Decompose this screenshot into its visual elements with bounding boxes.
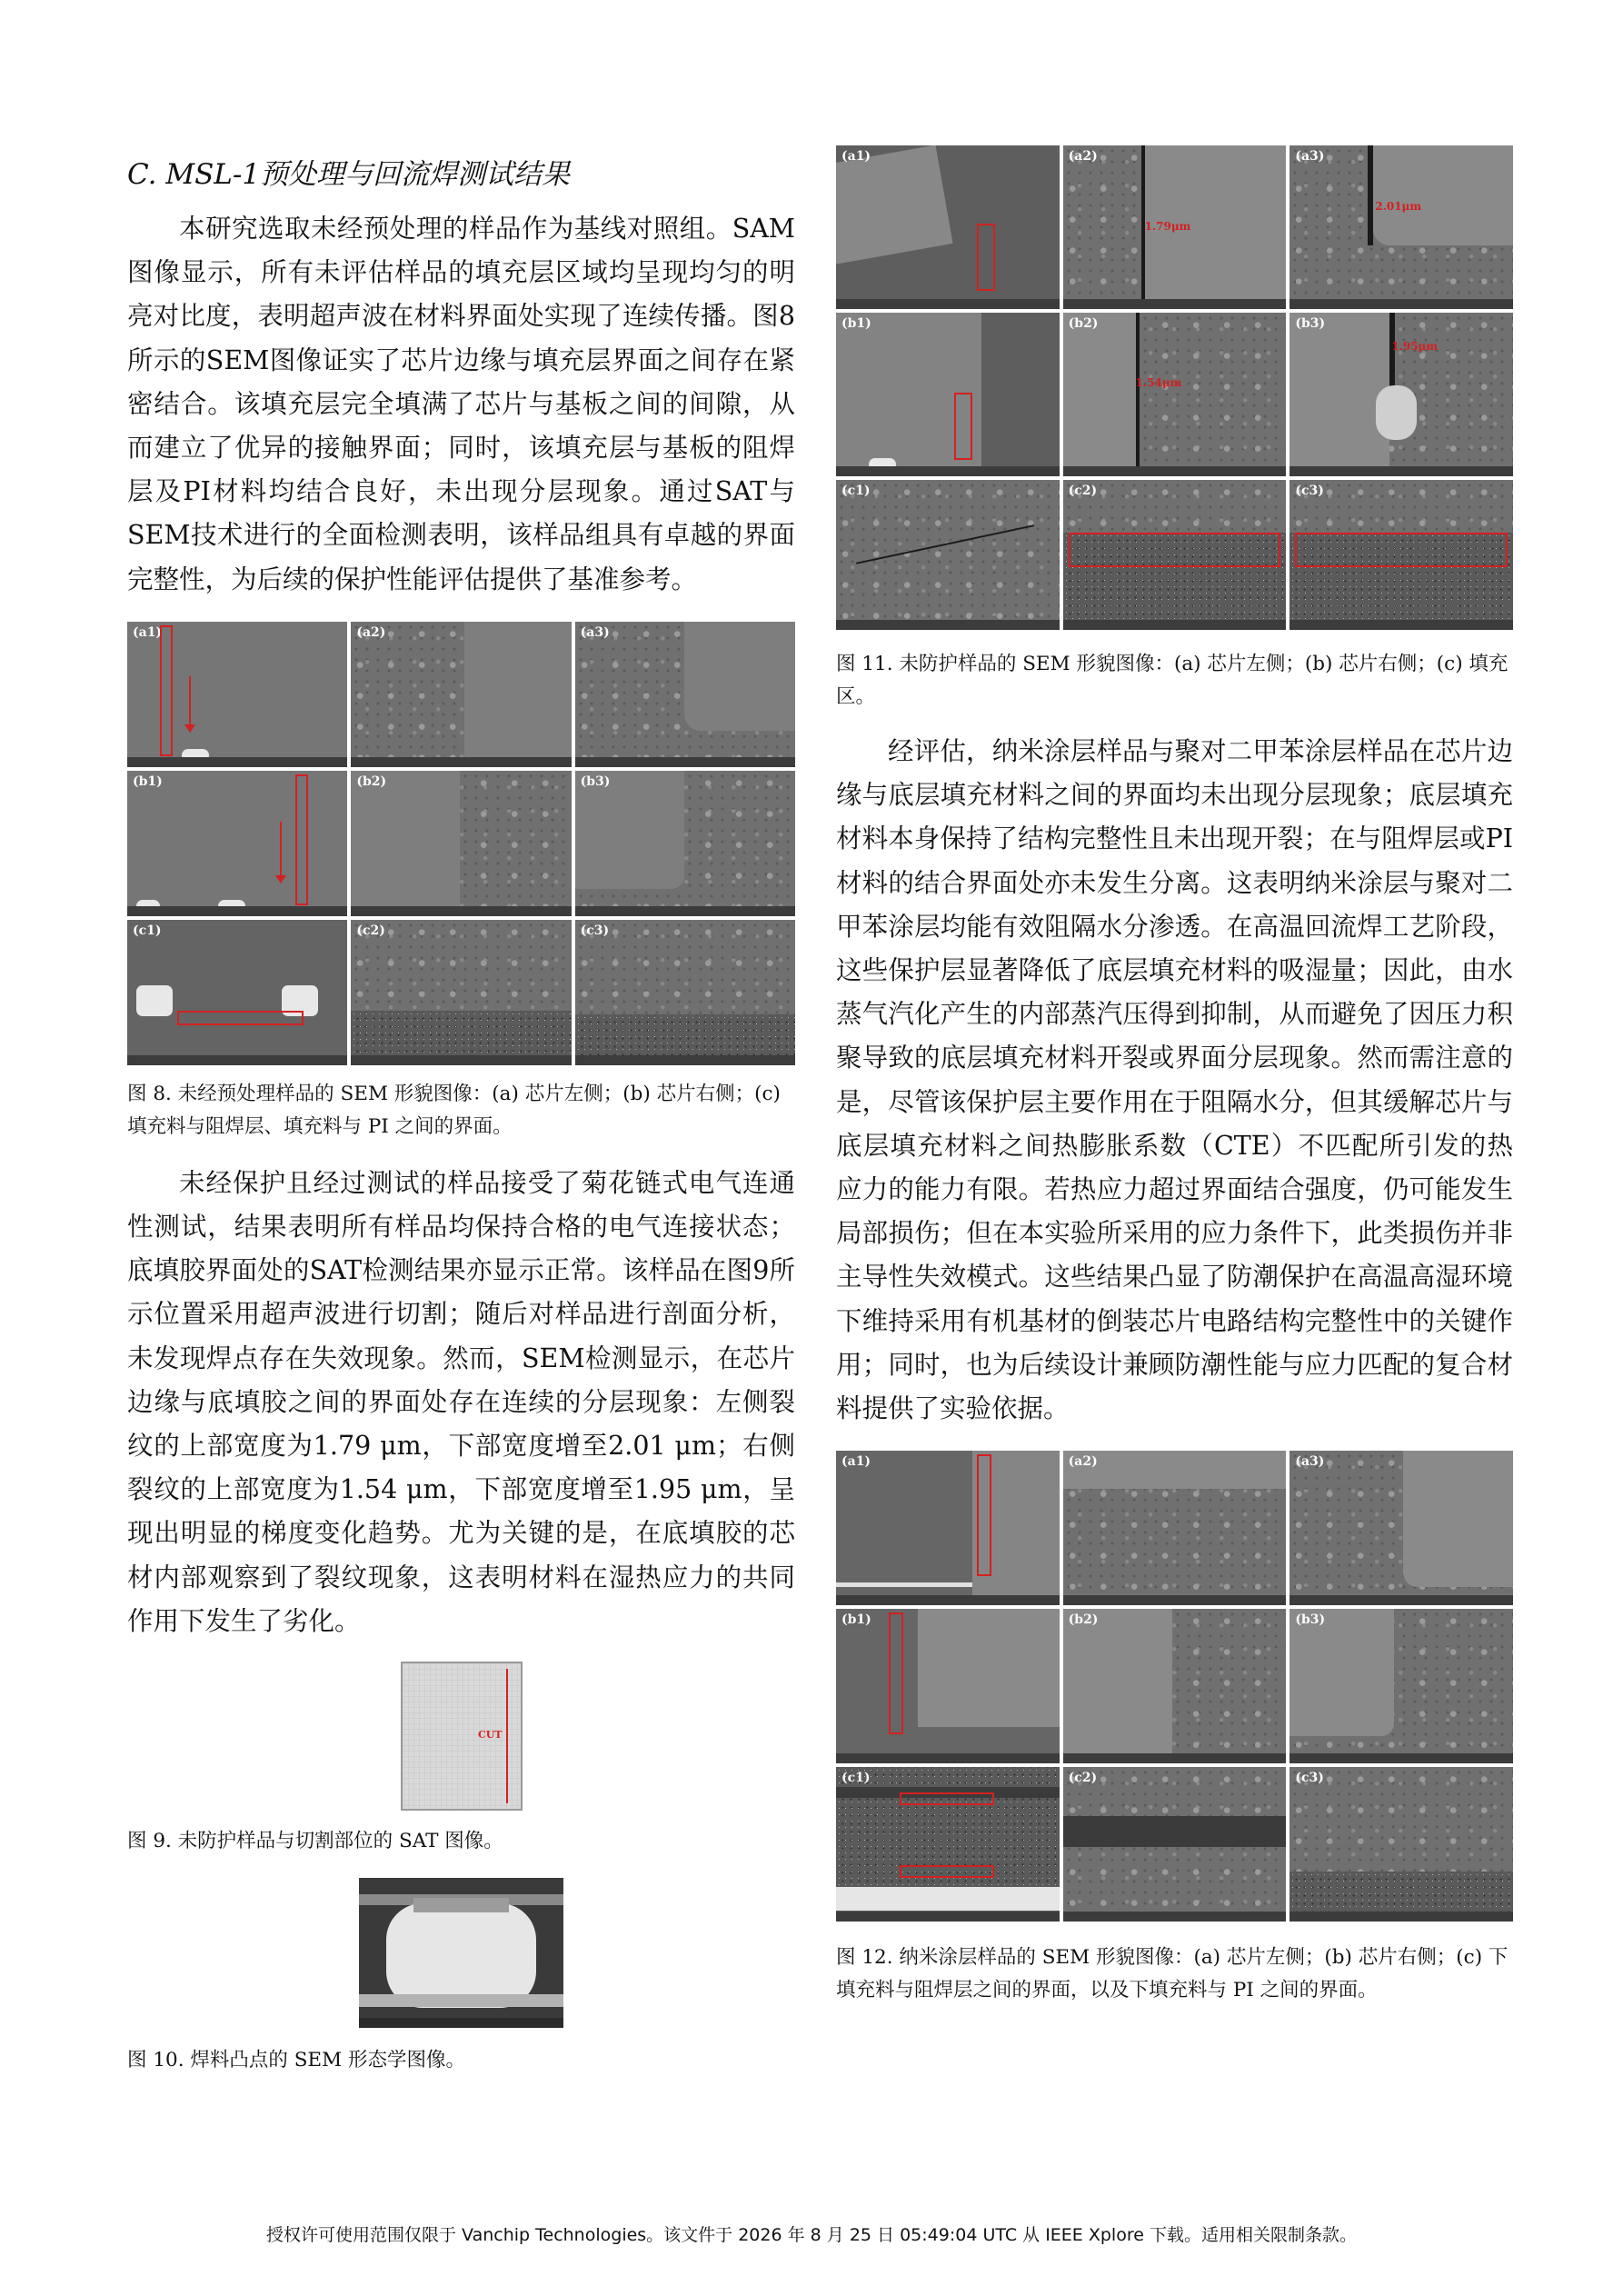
paragraph-unprotected: 未经保护且经过测试的样品接受了菊花链式电气连通性测试，结果表明所有样品均保持合格的电气连接状态；底填胶界面处的SAT检测结果亦显示正常。该样品在图9所示位置采用超声波进行切割；随后对样品进行剖面分析，未发现焊点存在失效现象。然而，SEM检测显示，在芯片边缘与底填胶之间的界面处存在连续的分层现象：左侧裂纹的上部宽度为1.79 μm，下部宽度增至2.01 μm；右侧裂纹的上部宽度为1.54 μm，下部宽度增至1.95 μm，呈现出明显的梯度变化趋势。尤为关键的是，在底填胶的芯材内部观察到了裂纹现象，这表明材料在湿热应力的共同作用下发生了劣化。 [127,1167,795,1636]
figure-9 [401,1662,523,1811]
sem-panel-c3 [1289,480,1513,630]
panel-label: (b3) [1295,1612,1326,1628]
sem-panel-b1 [836,313,1060,476]
panel-label: (b1) [841,1612,871,1628]
sem-panel-c2 [1063,1767,1287,1922]
sem-panel-b1 [127,771,347,916]
panel-label: (b3) [1295,316,1326,331]
panel-label: (a1) [841,149,871,164]
sem-panel-c1 [836,1767,1060,1922]
sem-panel-c2 [1063,480,1287,630]
cut-label: CUT [477,1729,503,1742]
sem-panel-a1 [836,1451,1060,1605]
panel-label: (c3) [580,923,610,938]
panel-label: (c1) [841,1771,871,1786]
panel-label: (a2) [356,624,386,640]
sem-panel-c3 [1289,1767,1513,1922]
figure-9-caption: 图 9. 未防护样品与切割部位的 SAT 图像。 [127,1830,503,1853]
sem-panel-a2 [1063,145,1287,309]
sem-panel-b3 [1289,1609,1513,1763]
figure-8 [127,622,795,1065]
sem-panel-c3 [575,920,795,1065]
crack-width-label: 1.79μm [1144,220,1191,233]
sem-panel-b1 [836,1609,1060,1763]
page-footer: 授权许可使用范围仅限于 Vanchip Technologies。该文件于 2026 年 8 月 25 日 05:49:04 UTC 从 IEEE Xplore 下载。适用相关限制条款。 [266,2225,1357,2245]
sem-panel-a2 [1063,1451,1287,1605]
panel-label: (a1) [133,624,163,640]
crack-width-label: 1.54μm [1135,376,1182,389]
panel-label: (b1) [133,774,163,789]
section-title: C. MSL-1预处理与回流焊测试结果 [127,158,571,191]
figure-12 [836,1451,1513,1922]
panel-label: (a3) [1295,1454,1325,1470]
panel-label: (c2) [356,923,385,938]
left-column [127,155,795,2077]
figure-11-caption: 图 11. 未防护样品的 SEM 形貌图像：(a) 芯片左侧；(b) 芯片右侧；(c) 填充区。 [836,653,1508,708]
sem-panel-a3 [1289,1451,1513,1605]
figure-10 [359,1878,563,2028]
panel-label: (a3) [580,624,610,640]
panel-label: (a3) [1295,149,1325,164]
sem-panel-b2 [1063,313,1287,476]
paragraph-baseline: 本研究选取未经预处理的样品作为基线对照组。SAM图像显示，所有未评估样品的填充层区域均呈现均匀的明亮对比度，表明超声波在材料界面处实现了连续传播。图8所示的SEM图像证实了芯片边缘与填充层界面之间存在紧密结合。该填充层完全填满了芯片与基板之间的间隙，从而建立了优异的接触界面；同时，该填充层与基板的阻焊层及PI材料均结合良好，未出现分层现象。通过SAT与SEM技术进行的全面检测表明，该样品组具有卓越的界面完整性，为后续的保护性能评估提供了基准参考。 [127,214,795,594]
sem-panel-a1 [836,145,1060,309]
paragraph-coating-evaluation: 经评估，纳米涂层样品与聚对二甲苯涂层样品在芯片边缘与底层填充材料之间的界面均未出现分层现象；底层填充材料本身保持了结构完整性且未出现开裂；在与阻焊层或PI材料的结合界面处亦未发生分离。这表明纳米涂层与聚对二甲苯涂层均能有效阻隔水分渗透。在高温回流焊工艺阶段，这些保护层显著降低了底层填充材料的吸湿量；因此，由水蒸气汽化产生的内部蒸汽压得到抑制，从而避免了因压力积聚导致的底层填充材料开裂或界面分层现象。然而需注意的是，尽管该保护层主要作用在于阻隔水分，但其缓解芯片与底层填充材料之间热膨胀系数（CTE）不匹配所引发的热应力的能力有限。若热应力超过界面结合强度，仍可能发生局部损伤；但在本实验所采用的应力条件下，此类损伤并非主导性失效模式。这些结果凸显了防潮保护在高温高湿环境下维持采用有机基材的倒装芯片电路结构完整性中的关键作用；同时，也为后续设计兼顾防潮性能与应力匹配的复合材料提供了实验依据。 [836,736,1513,1424]
crack-width-label: 2.01μm [1375,200,1422,213]
sem-panel-c1 [836,480,1060,630]
right-column [836,145,1513,2007]
panel-label: (c2) [1068,1771,1098,1786]
sem-panel-a3 [575,622,795,767]
sem-panel-a3 [1289,145,1513,309]
sem-panel-b2 [351,771,571,916]
panel-label: (b3) [580,774,611,789]
panel-label: (c1) [133,923,162,938]
figure-8-caption: 图 8. 未经预处理样品的 SEM 形貌图像：(a) 芯片左侧；(b) 芯片右侧；(c) 填充料与阻焊层、填充料与 PI 之间的界面。 [127,1082,781,1138]
panel-label: (b2) [1068,316,1099,331]
sem-panel-a2 [351,622,571,767]
panel-label: (c2) [1068,484,1098,498]
sem-panel-a1 [127,622,347,767]
panel-label: (b2) [1068,1612,1099,1628]
panel-label: (b1) [841,316,871,331]
panel-label: (c3) [1295,1771,1324,1786]
panel-label: (a2) [1068,1454,1098,1470]
sem-panel-b3 [1289,313,1513,476]
panel-label: (c3) [1295,484,1324,498]
figure-10-caption: 图 10. 焊料凸点的 SEM 形态学图像。 [127,2049,465,2072]
sem-panel-c1 [127,920,347,1065]
sem-panel-b2 [1063,1609,1287,1763]
sem-panel-c2 [351,920,571,1065]
panel-label: (a1) [841,1454,871,1470]
panel-label: (a2) [1068,149,1098,164]
sem-panel-b3 [575,771,795,916]
figure-11 [836,145,1513,630]
panel-label: (c1) [841,484,871,498]
figure-12-caption: 图 12. 纳米涂层样品的 SEM 形貌图像：(a) 芯片左侧；(b) 芯片右侧；(c) 下填充料与阻焊层之间的界面，以及下填充料与 PI 之间的界面。 [836,1946,1508,2002]
crack-width-label: 1.95μm [1391,340,1439,353]
panel-label: (b2) [356,774,387,789]
